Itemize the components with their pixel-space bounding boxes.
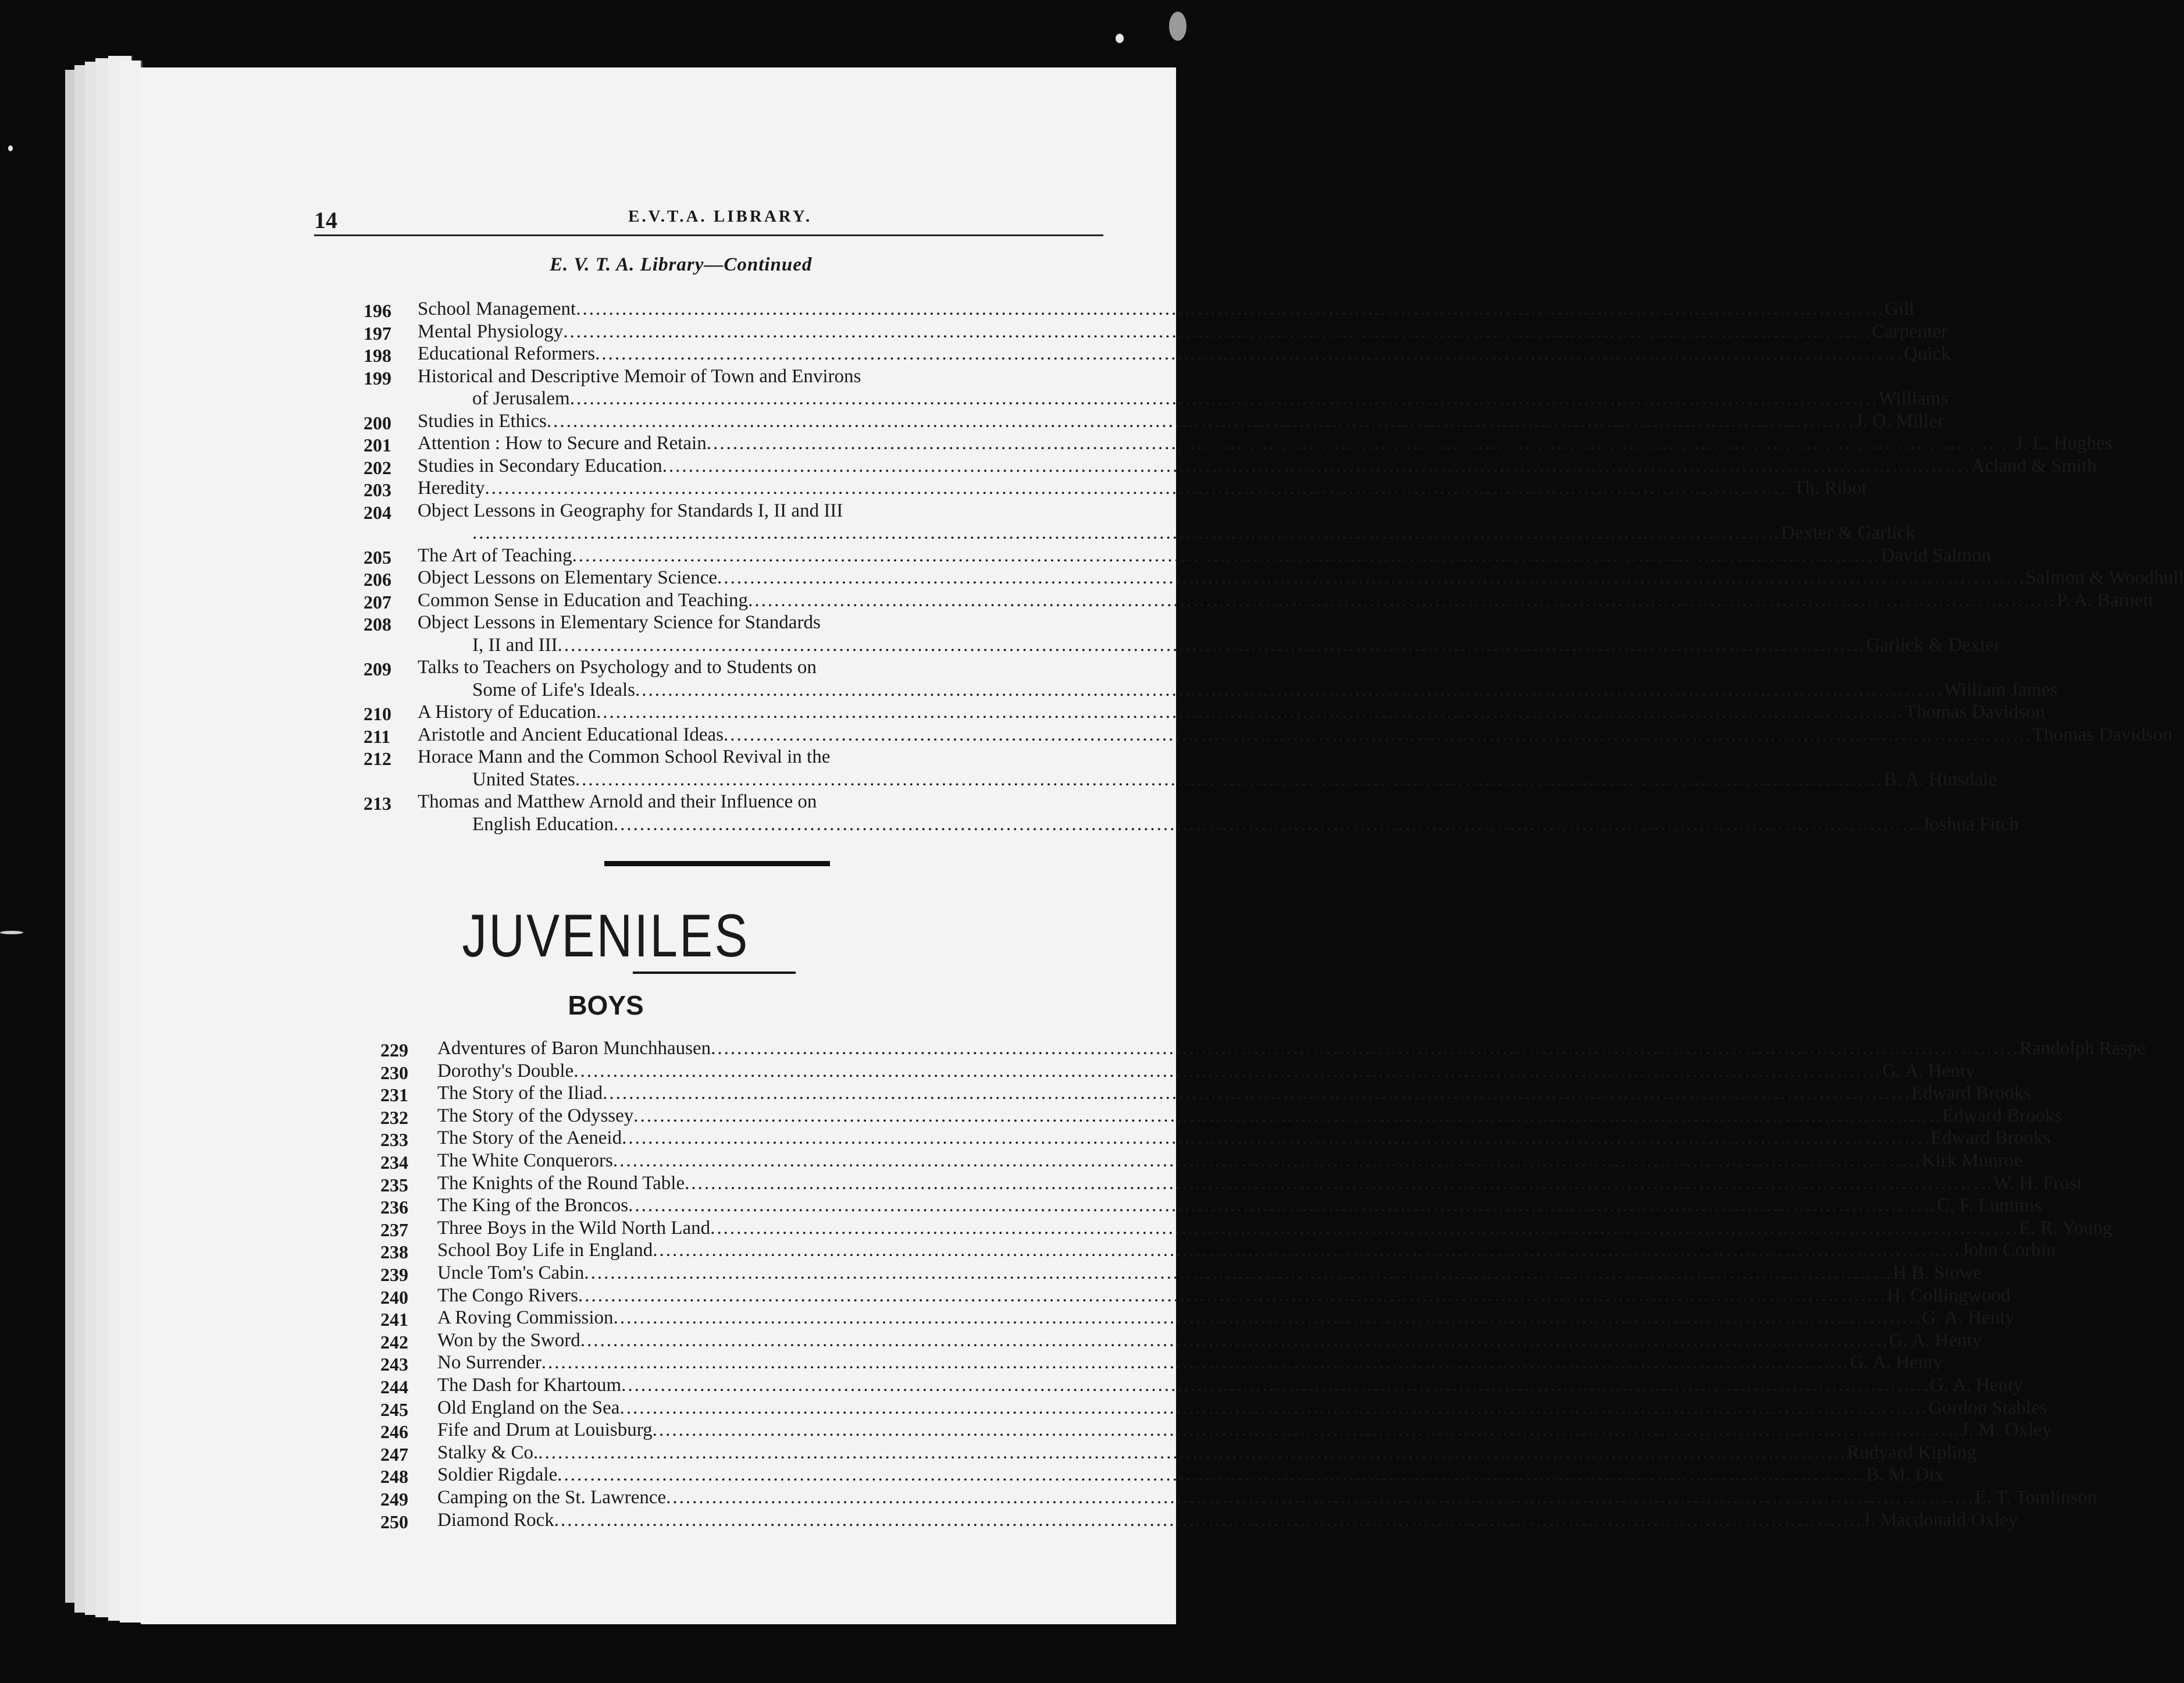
entry-number: 250 — [380, 1511, 408, 1532]
entry-number: 196 — [364, 300, 391, 321]
entry-title: The Story of the Aeneid — [437, 1127, 622, 1149]
entry-title: The Story of the Iliad — [437, 1083, 603, 1104]
leader-dots: ........................................................................................................................................................................................................ — [652, 1419, 1961, 1441]
entry-title: School Management — [418, 298, 576, 319]
section-divider — [604, 861, 830, 866]
leader-dots: ........................................................................................................................................................................................................ — [472, 522, 1781, 543]
entry-author: Rudyard Kipling — [1847, 1442, 1977, 1463]
entry-number: 198 — [364, 345, 391, 366]
entry-line — [472, 387, 1948, 410]
entry-author: Thomas Davidson — [2032, 724, 2173, 745]
entry-title: Stalky & Co. — [437, 1442, 539, 1463]
leader-dots: ........................................................................................................................................................................................................ — [576, 298, 1885, 319]
entry-number: 236 — [380, 1197, 408, 1218]
entry-author: J. L. Hughes — [2015, 433, 2112, 454]
entry-title: I, II and III — [472, 634, 558, 656]
entry-author: J. O. Miller — [1855, 410, 1944, 432]
entry-title: Heredity — [418, 478, 485, 499]
entry-title: The Art of Teaching — [418, 545, 572, 566]
entry-author: Quick — [1904, 343, 1951, 364]
entry-line — [472, 634, 2001, 656]
entry-author: Randolph Raspe — [2019, 1038, 2146, 1059]
catalog-entry — [0, 1285, 2011, 1308]
entry-line — [437, 1442, 1977, 1464]
entry-author: Joshua Fitch — [1922, 813, 2019, 835]
catalog-entry — [0, 1262, 1982, 1285]
entry-line — [437, 1262, 1982, 1284]
entry-line — [418, 410, 1944, 432]
entry-author: Acland & Smith — [1971, 455, 2097, 476]
catalog-entry — [0, 701, 2046, 724]
catalog-entry — [0, 500, 1915, 545]
entry-number: 248 — [380, 1466, 408, 1488]
entry-line — [418, 365, 1104, 387]
leader-dots: ........................................................................................................................................................................................................ — [622, 1127, 1931, 1149]
catalog-entry — [0, 1172, 2082, 1195]
entry-number: 208 — [364, 614, 391, 635]
leader-dots: ........................................................................................................................................................................................................ — [685, 1172, 1994, 1194]
juveniles-heading: JUVENILES — [462, 902, 750, 970]
catalog-entry — [0, 746, 1997, 791]
catalog-entry — [0, 656, 2058, 701]
catalog-entry — [0, 567, 2184, 590]
entry-title: Object Lessons on Elementary Science — [418, 567, 717, 588]
scan-speck — [8, 145, 13, 151]
leader-dots: ........................................................................................................................................................................................................ — [484, 478, 1794, 499]
entry-author: H. Collingwood — [1886, 1285, 2011, 1306]
entry-author: John Corbin — [1961, 1240, 2056, 1261]
entry-title: The Dash for Khartoum — [437, 1375, 622, 1396]
catalog-entry — [0, 724, 2173, 747]
entry-title: Educational Reformers — [418, 343, 596, 364]
running-title: E.V.T.A. LIBRARY. — [628, 207, 813, 226]
entry-title: Three Boys in the Wild North Land — [437, 1217, 711, 1239]
entry-author: Edward Brooks — [1942, 1105, 2062, 1126]
catalog-entry — [0, 1105, 2062, 1128]
leader-dots: ........................................................................................................................................................................................................ — [575, 768, 1884, 790]
entry-author: G. A. Henty — [1850, 1352, 1943, 1374]
entry-line — [418, 611, 1104, 634]
entry-title: Common Sense in Education and Teaching — [418, 589, 749, 611]
leader-dots: ........................................................................................................................................................................................................ — [569, 388, 1879, 409]
catalog-entry — [0, 321, 1948, 344]
entry-number: 229 — [380, 1040, 408, 1061]
leader-dots: ........................................................................................................................................................................................................ — [612, 1150, 1922, 1171]
leader-dots: ........................................................................................................................................................................................................ — [572, 545, 1881, 566]
catalog-entry — [0, 1486, 2097, 1510]
entry-number: 205 — [364, 546, 391, 568]
entry-title: Uncle Tom's Cabin — [437, 1262, 585, 1283]
leader-dots: ........................................................................................................................................................................................................ — [584, 1262, 1893, 1283]
entry-title: The King of the Broncos — [437, 1195, 629, 1216]
entry-author: G. A. Henty — [1922, 1307, 2015, 1329]
entry-line — [418, 477, 1867, 499]
catalog-entry — [0, 1351, 1943, 1375]
entry-author: Thomas Davidson — [1905, 702, 2046, 723]
catalog-entry — [0, 1374, 2023, 1397]
entry-line — [437, 1329, 1982, 1351]
leader-dots: ........................................................................................................................................................................................................ — [578, 1285, 1887, 1306]
leader-dots: ........................................................................................................................................................................................................ — [711, 1038, 2020, 1059]
entry-line — [418, 724, 2173, 746]
entry-number: 200 — [364, 412, 391, 433]
catalog-entry — [0, 455, 2097, 478]
entry-author: Gill — [1884, 298, 1915, 319]
catalog-entry — [0, 589, 2154, 613]
entry-number: 234 — [380, 1152, 408, 1173]
entry-author: Th. Ribot — [1793, 478, 1867, 499]
entry-title: A Roving Commission — [437, 1307, 614, 1329]
entry-author: Garlick & Dexter — [1866, 634, 2001, 656]
leader-dots: ........................................................................................................................................................................................................ — [748, 589, 2057, 611]
leader-dots: ........................................................................................................................................................................................................ — [653, 1240, 1962, 1261]
entry-title: Won by the Sword — [437, 1329, 580, 1351]
entry-number: 244 — [380, 1376, 408, 1397]
scan-speck — [1169, 12, 1187, 41]
catalog-entry — [0, 432, 2112, 456]
entry-line — [418, 746, 1104, 768]
entry-line — [437, 1486, 2097, 1508]
header-rule — [314, 234, 1103, 236]
leader-dots: ........................................................................................................................................................................................................ — [613, 813, 1922, 835]
entry-title: Talks to Teachers on Psychology and to Students on — [418, 657, 817, 678]
leader-dots: ........................................................................................................................................................................................................ — [717, 567, 2026, 588]
entry-author: Gordon Stables — [1928, 1397, 2047, 1418]
entry-number: 240 — [380, 1286, 408, 1308]
entry-number: 203 — [364, 479, 391, 500]
leader-dots: ........................................................................................................................................................................................................ — [538, 1442, 1847, 1463]
catalog-entry — [0, 298, 1915, 321]
entry-title: Horace Mann and the Common School Revival in the — [418, 746, 831, 767]
entry-title: The Knights of the Round Table — [437, 1172, 685, 1194]
entry-number: 242 — [380, 1331, 408, 1353]
scan-speck — [0, 931, 23, 934]
scan-speck — [1116, 34, 1124, 43]
leader-dots: ........................................................................................................................................................................................................ — [613, 1307, 1922, 1329]
entry-title: Camping on the St. Lawrence — [437, 1487, 667, 1508]
entry-number: 212 — [364, 748, 391, 769]
entry-line — [418, 701, 2046, 723]
leader-dots: ........................................................................................................................................................................................................ — [596, 702, 1905, 723]
entry-title: Studies in Ethics — [418, 410, 547, 432]
entry-title: Attention : How to Secure and Retain — [418, 433, 707, 454]
entry-line — [437, 1060, 1975, 1082]
entry-line — [472, 813, 2019, 835]
entry-line — [437, 1105, 2062, 1127]
catalog-entry — [0, 1509, 2018, 1532]
entry-line — [437, 1285, 2011, 1307]
entry-line — [437, 1419, 2052, 1441]
entry-number: 207 — [364, 591, 391, 613]
leader-dots: ........................................................................................................................................................................................................ — [662, 455, 1971, 476]
entry-line — [418, 656, 1104, 678]
entry-title: Adventures of Baron Munchhausen — [437, 1038, 711, 1059]
entry-line — [437, 1239, 2056, 1261]
entry-number: 247 — [380, 1443, 408, 1465]
catalog-entry — [0, 410, 1944, 433]
entry-author: J. Macdonald Oxley — [1862, 1509, 2018, 1531]
entry-number: 230 — [380, 1062, 408, 1083]
leader-dots: ........................................................................................................................................................................................................ — [633, 1105, 1943, 1126]
entry-title: The White Conquerors — [437, 1150, 613, 1171]
catalog-entry — [0, 1082, 2032, 1106]
entry-author: G. A. Henty — [1882, 1060, 1975, 1081]
entry-line — [472, 522, 1915, 544]
entry-line — [437, 1150, 2023, 1172]
leader-dots: ........................................................................................................................................................................................................ — [621, 1375, 1930, 1396]
entry-title: Fife and Drum at Louisburg — [437, 1419, 653, 1441]
entry-author: G. A. Henty — [1889, 1329, 1982, 1351]
entry-title: The Congo Rivers — [437, 1285, 578, 1306]
entry-line — [418, 343, 1951, 365]
entry-author: Dexter & Garlick — [1781, 522, 1915, 543]
entry-author: E. R. Young — [2019, 1217, 2112, 1239]
entry-author: Edward Brooks — [1930, 1127, 2051, 1149]
entry-title: Object Lessons in Elementary Science for Standards — [418, 612, 821, 633]
catalog-entry — [0, 1464, 1944, 1488]
entry-line — [418, 321, 1948, 343]
entry-line — [472, 679, 2058, 701]
entry-line — [418, 500, 1104, 522]
catalog-entry — [0, 1419, 2052, 1443]
entry-number: 199 — [364, 367, 391, 389]
entry-number: 210 — [364, 703, 391, 724]
entry-title: A History of Education — [418, 702, 597, 723]
entry-title: Diamond Rock — [437, 1509, 554, 1531]
leader-dots: ........................................................................................................................................................................................................ — [573, 1060, 1883, 1081]
leader-dots: ........................................................................................................................................................................................................ — [724, 724, 2033, 745]
catalog-entry — [0, 545, 1991, 568]
entry-line — [418, 791, 1104, 813]
entry-title: Some of Life's Ideals — [472, 679, 635, 700]
entry-number: 204 — [364, 501, 391, 523]
entry-author: Kirk Munroe — [1921, 1150, 2023, 1171]
catalog-entry — [0, 1037, 2146, 1061]
entry-line — [472, 768, 1997, 791]
catalog-entry — [0, 1217, 2112, 1240]
entry-author: Williams — [1878, 388, 1948, 409]
entry-author: William James — [1943, 679, 2058, 700]
catalog-entry — [0, 477, 1867, 500]
entry-line — [418, 567, 2184, 589]
entry-title: English Education — [472, 813, 614, 835]
leader-dots: ........................................................................................................................................................................................................ — [541, 1352, 1850, 1374]
entry-number: 232 — [380, 1106, 408, 1128]
entry-number: 238 — [380, 1241, 408, 1263]
entry-author: B. A. Hinsdale — [1883, 768, 1997, 790]
entry-author: E. T. Tomlinson — [1975, 1487, 2097, 1508]
entry-title: United States — [472, 768, 575, 790]
entry-line — [437, 1509, 2018, 1531]
entry-author: J. M. Oxley — [1961, 1419, 2052, 1441]
catalog-entry — [0, 1127, 2051, 1151]
entry-title: Mental Physiology — [418, 321, 564, 342]
entry-author: H B. Stowe — [1893, 1262, 1982, 1283]
entry-title: Thomas and Matthew Arnold and their Influence on — [418, 791, 817, 812]
entry-author: Carpenter — [1872, 321, 1948, 342]
leader-dots: ........................................................................................................................................................................................................ — [628, 1195, 1937, 1216]
entry-author: G. A. Henty — [1930, 1375, 2023, 1396]
leader-dots: ........................................................................................................................................................................................................ — [603, 1083, 1912, 1104]
entry-title: Historical and Descriptive Memoir of Town and Environs — [418, 365, 861, 387]
entry-author: David Salmon — [1880, 545, 1991, 566]
page-number: 14 — [314, 207, 337, 233]
entry-number: 197 — [364, 322, 391, 344]
entry-number: 249 — [380, 1489, 408, 1510]
catalog-entry — [0, 1194, 2042, 1218]
entry-number: 241 — [380, 1309, 408, 1330]
leader-dots: ........................................................................................................................................................................................................ — [554, 1509, 1863, 1531]
entry-line — [437, 1037, 2146, 1059]
entry-number: 243 — [380, 1354, 408, 1375]
entry-line — [418, 432, 2112, 454]
boys-heading: BOYS — [568, 990, 644, 1020]
entry-title: School Boy Life in England — [437, 1240, 653, 1261]
entry-number: 213 — [364, 793, 391, 814]
entry-title: Aristotle and Ancient Educational Ideas — [418, 724, 724, 745]
entry-number: 202 — [364, 457, 391, 478]
catalog-entry — [0, 791, 2019, 835]
leader-dots: ........................................................................................................................................................................................................ — [580, 1329, 1889, 1351]
entry-title: of Jerusalem — [472, 388, 570, 409]
entry-title: Studies in Secondary Education — [418, 455, 662, 476]
entry-line — [437, 1082, 2032, 1104]
entry-line — [437, 1217, 2112, 1239]
entry-line — [418, 545, 1991, 567]
catalog-entry — [0, 365, 1948, 410]
entry-line — [437, 1172, 2082, 1194]
entry-number: 231 — [380, 1084, 408, 1106]
entry-number: 201 — [364, 435, 391, 456]
entry-title: Object Lessons in Geography for Standards I, II and III — [418, 500, 843, 521]
catalog-entry — [0, 1307, 2015, 1330]
entry-number: 211 — [364, 725, 391, 747]
catalog-entry — [0, 1060, 1975, 1083]
entry-line — [437, 1397, 2047, 1419]
continued-heading: E. V. T. A. Library—Continued — [550, 254, 813, 275]
leader-dots: ........................................................................................................................................................................................................ — [557, 634, 1866, 656]
catalog-entry — [0, 1239, 2056, 1263]
entry-author: Edward Brooks — [1911, 1083, 2032, 1104]
entry-title: The Story of the Odyssey — [437, 1105, 634, 1126]
entry-line — [418, 589, 2154, 611]
catalog-entry — [0, 343, 1951, 366]
entry-line — [437, 1464, 1944, 1486]
leader-dots: ........................................................................................................................................................................................................ — [706, 433, 2015, 454]
entry-author: P. A. Barnett — [2057, 589, 2154, 611]
entry-number: 239 — [380, 1264, 408, 1285]
entry-number: 245 — [380, 1399, 408, 1420]
entry-number: 209 — [364, 659, 391, 679]
leader-dots: ........................................................................................................................................................................................................ — [710, 1217, 2019, 1239]
leader-dots: ........................................................................................................................................................................................................ — [557, 1464, 1866, 1486]
leader-dots: ........................................................................................................................................................................................................ — [563, 321, 1872, 342]
entry-author: C, F. Lummis — [1937, 1195, 2042, 1216]
entry-line — [418, 455, 2097, 477]
entry-line — [437, 1307, 2015, 1329]
catalog-entry — [0, 1150, 2023, 1173]
entry-title: No Surrender — [437, 1352, 541, 1374]
entry-line — [418, 298, 1915, 320]
leader-dots: ........................................................................................................................................................................................................ — [635, 679, 1944, 700]
entry-number: 237 — [380, 1219, 408, 1240]
entry-author: W. H. Frost — [1993, 1172, 2082, 1194]
leader-dots: ........................................................................................................................................................................................................ — [666, 1487, 1975, 1508]
entry-title: Old England on the Sea — [437, 1397, 620, 1418]
entry-number: 206 — [364, 569, 391, 590]
heading-underline — [633, 972, 796, 974]
entry-title: Soldier Rigdale — [437, 1464, 558, 1486]
entry-author: B. M. Dix — [1866, 1464, 1944, 1486]
entry-author: Salmon & Woodhull — [2026, 567, 2184, 588]
catalog-entry — [0, 1442, 1977, 1465]
entry-line — [437, 1374, 2023, 1396]
leader-dots: ........................................................................................................................................................................................................ — [546, 410, 1855, 432]
entry-number: 235 — [380, 1174, 408, 1195]
leader-dots: ........................................................................................................................................................................................................ — [595, 343, 1904, 364]
entry-line — [437, 1127, 2051, 1149]
catalog-entry — [0, 1397, 2047, 1420]
catalog-entry — [0, 1329, 1982, 1353]
entry-number: 233 — [380, 1129, 408, 1151]
entry-title: Dorothy's Double — [437, 1060, 574, 1081]
entry-number: 246 — [380, 1421, 408, 1443]
entry-line — [437, 1351, 1943, 1374]
leader-dots: ........................................................................................................................................................................................................ — [619, 1397, 1929, 1418]
entry-line — [437, 1194, 2042, 1216]
catalog-entry — [0, 611, 2001, 656]
